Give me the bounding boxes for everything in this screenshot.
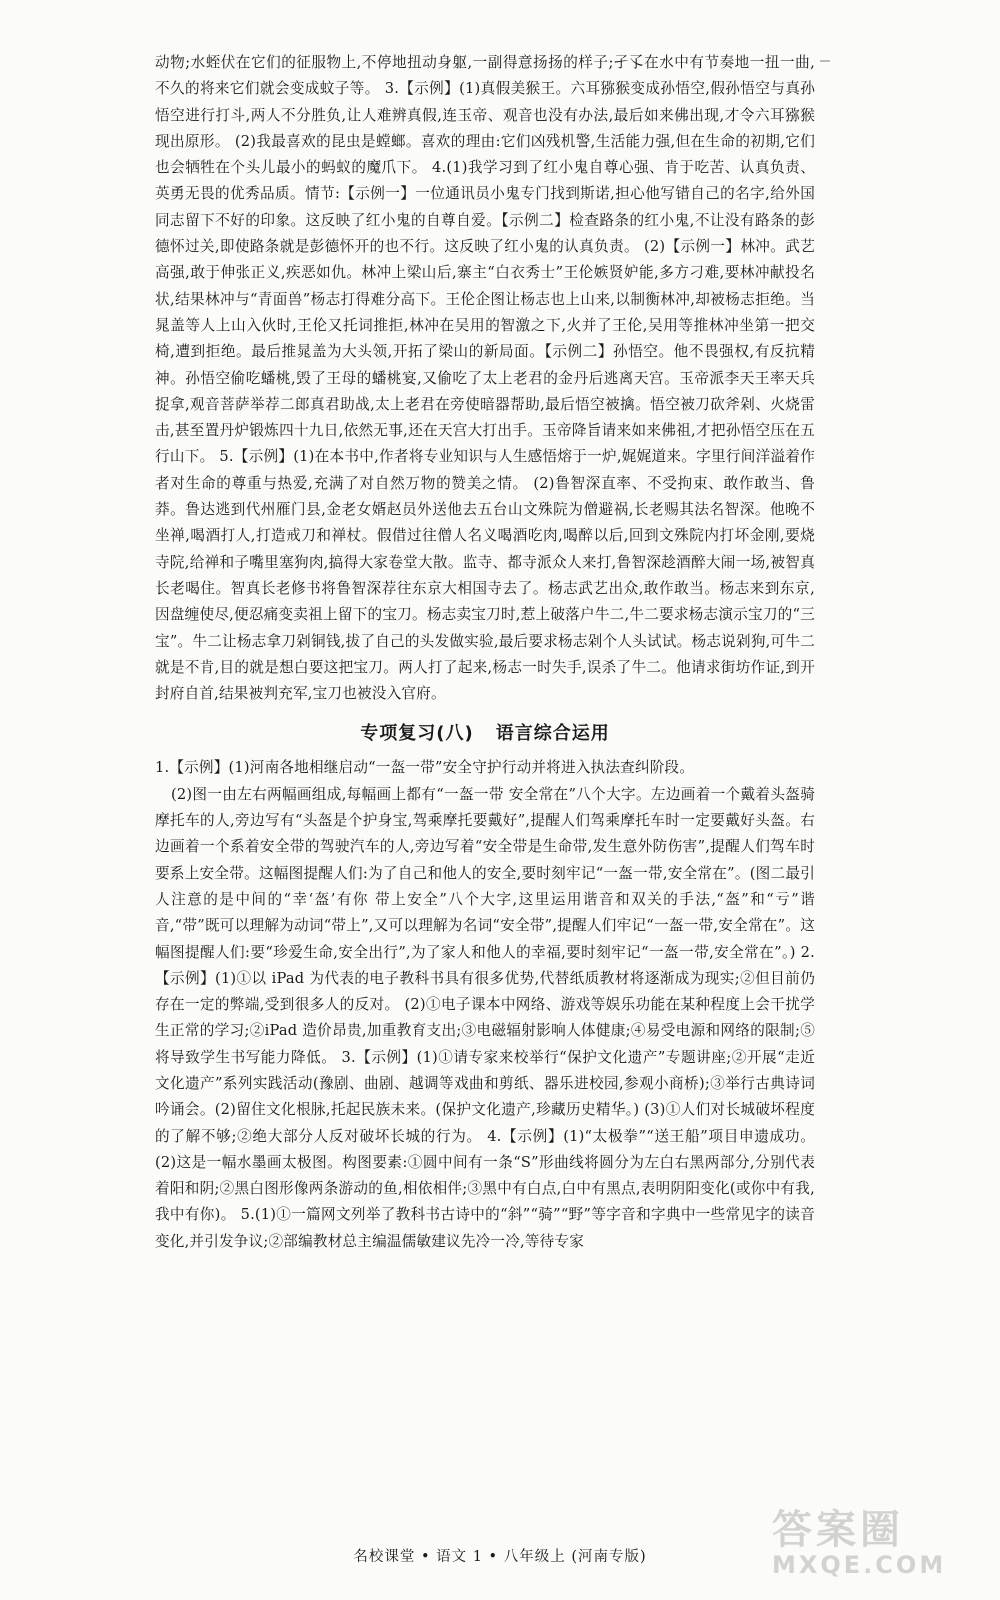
watermark-site-text: MXQE.COM (772, 1551, 947, 1579)
section-answer-body: (2)图一由左右两幅画组成,每幅画上都有“一盔一带 安全常在”八个大字。左边画着一个戴着头盔骑摩托车的人,旁边写有“头盔是个护身宝,驾乘摩托要戴好”,提醒人们驾乘摩托车时一定要戴好头盔。右边画着一个系着安全带的驾驶汽车的人,旁边写着“安全带是生命带,发生意外防伤害”,提醒人们驾车时要系上安全带。这幅图提醒人们:为了自己和他人的安全,要时刻牢记“一盔一带,安全常在”。(图二最引人注意的是中间的“幸‘盔’有你 带上安全”八个大字,这里运用谐音和双关的手法,“盔”和“亏”谐音,“带”既可以理解为动词“带上”,又可以理解为名词“安全带”,提醒人们牢记“一盔一带,安全常在”。这幅图提醒人们:要“珍爱生命,安全出行”,为了家人和他人的幸福,要时刻牢记“一盔一带,安全常在”。) 2.【示例】(1)①以 iPad 为代表的电子教科书具有很多优势,代替纸质教材将逐渐成为现实;②但目前仍存在一定的弊端,受到很多人的反对。 (2)①电子课本中网络、游戏等娱乐功能在某种程度上会干扰学生正常的学习;②iPad 造价昂贵,加重教育支出;③电磁辐射影响人体健康;④易受电源和网络的限制;⑤将导致学生书写能力降低。 3.【示例】(1)①请专家来校举行“保护文化遗产”专题讲座;②开展“走近文化遗产”系列实践活动(豫剧、曲剧、越调等戏曲和剪纸、器乐进校园,参观小商桥);③举行古典诗词吟诵会。(2)留住文化根脉,托起民族未来。(保护文化遗产,珍藏历史精华。) (3)①人们对长城破坏程度的了解不够;②绝大部分人反对破坏长城的行为。 4.【示例】(1)“太极拳”“送王船”项目申遗成功。 (2)这是一幅水墨画太极图。构图要素:①圆中间有一条“S”形曲线将圆分为左白右黑两部分,分别代表着阳和阴;②黑白图形像两条游动的鱼,相依相伴;③黑中有白点,白中有黑点,表明阴阳变化(或你中有我,我中有你)。 5.(1)①一篇网文列举了教科书古诗中的“斜”“骑”“野”等字音和字典中一些常见字的读音变化,并引发争议;②部编教材总主编温儒敏建议先冷一冷,等待专家 (155, 785, 815, 1250)
page-footer: 名校课堂 • 语文 1 • 八年级上 (河南专版) (353, 1549, 647, 1565)
section-title (155, 719, 815, 745)
watermark-logo-text: 答案圈 (772, 1507, 904, 1553)
section-answer-1: 1.【示例】(1)河南各地相继启动“一盔一带”安全守护行动并将进入执法查纠阶段。 (155, 759, 695, 777)
section-number: 专项复习(八) (360, 723, 474, 745)
section-name: 语言综合运用 (495, 723, 610, 745)
answer-text-block: 动物;水蛭伏在它们的征服物上,不停地扭动身躯,一副得意扬扬的样子;孑孓在水中有节奏地一扭一曲,不久的将来它们就会变成蚊子等。 3.【示例】(1)真假美猴王。六耳猕猴变成孙悟空,假孙悟空与真孙悟空进行打斗,两人不分胜负,让人难辨真假,连玉帝、观音也没有办法,最后如来佛出现,才令六耳猕猴现出原形。 (2)我最喜欢的昆虫是螳螂。喜欢的理由:它们凶残机警,生活能力强,但在生命的初期,它们也会牺牲在个头儿最小的蚂蚁的魔爪下。 4.(1)我学习到了红小鬼自尊心强、肯于吃苦、认真负责、英勇无畏的优秀品质。情节:【示例一】一位通讯员小鬼专门找到斯诺,担心他写错自己的名字,给外国同志留下不好的印象。这反映了红小鬼的自尊自爱。【示例二】检查路条的红小鬼,不让没有路条的彭德怀过关,即使路条就是彭德怀开的也不行。这反映了红小鬼的认真负责。 (2)【示例一】林冲。武艺高强,敢于伸张正义,疾恶如仇。林冲上梁山后,寨主“白衣秀士”王伦嫉贤妒能,多方刁难,要林冲献投名状,结果林冲与“青面兽”杨志打得难分高下。王伦企图让杨志也上山来,以制衡林冲,却被杨志拒绝。当晁盖等人上山入伙时,王伦又托词推拒,林冲在吴用的智激之下,火并了王伦,吴用等推林冲坐第一把交椅,遭到拒绝。最后推晁盖为大头领,开拓了梁山的新局面。【示例二】孙悟空。他不畏强权,有反抗精神。孙悟空偷吃蟠桃,毁了王母的蟠桃宴,又偷吃了太上老君的金丹后逃离天宫。玉帝派李天王率天兵捉拿,观音菩萨举荐二郎真君助战,太上老君在旁使暗器帮助,最后悟空被擒。悟空被刀砍斧剁、火烧雷击,甚至置丹炉锻炼四十九日,依然无事,还在天宫大打出手。玉帝降旨请来如来佛祖,才把孙悟空压在五行山下。 5.【示例】(1)在本书中,作者将专业知识与人生感悟熔于一炉,娓娓道来。字里行间洋溢着作者对生命的尊重与热爱,充满了对自然万物的赞美之情。 (2)鲁智深直率、不受拘束、敢作敢当、鲁莽。鲁达逃到代州雁门县,金老女婿赵员外送他去五台山文殊院为僧避祸,长老赐其法名智深。他晚不坐禅,喝酒打人,打造戒刀和禅杖。假借过往僧人名义喝酒吃肉,喝醉以后,回到文殊院内打坏金刚,要烧寺院,给禅和子嘴里塞狗肉,搞得大家卷堂大散。监寺、都寺派众人来打,鲁智深趁酒醉大闹一场,被智真长老喝住。智真长老修书将鲁智深荐往东京大相国寺去了。杨志武艺出众,敢作敢当。杨志来到东京,因盘缠使尽,便忍痛变卖祖上留下的宝刀。杨志卖宝刀时,惹上破落户牛二,牛二要求杨志演示宝刀的“三宝”。牛二让杨志拿刀剁铜钱,拔了自己的头发做实验,最后要求杨志剁个人头试试。杨志说剁狗,可牛二就是不肯,目的就是想白要这把宝刀。两人打了起来,杨志一时失手,误杀了牛二。他请求街坊作证,到开封府自首,结果被判充军,宝刀也被没入官府。 (155, 54, 815, 703)
watermark-logo (772, 1498, 982, 1588)
document-page (155, 50, 815, 1255)
edge-mark (820, 60, 830, 62)
